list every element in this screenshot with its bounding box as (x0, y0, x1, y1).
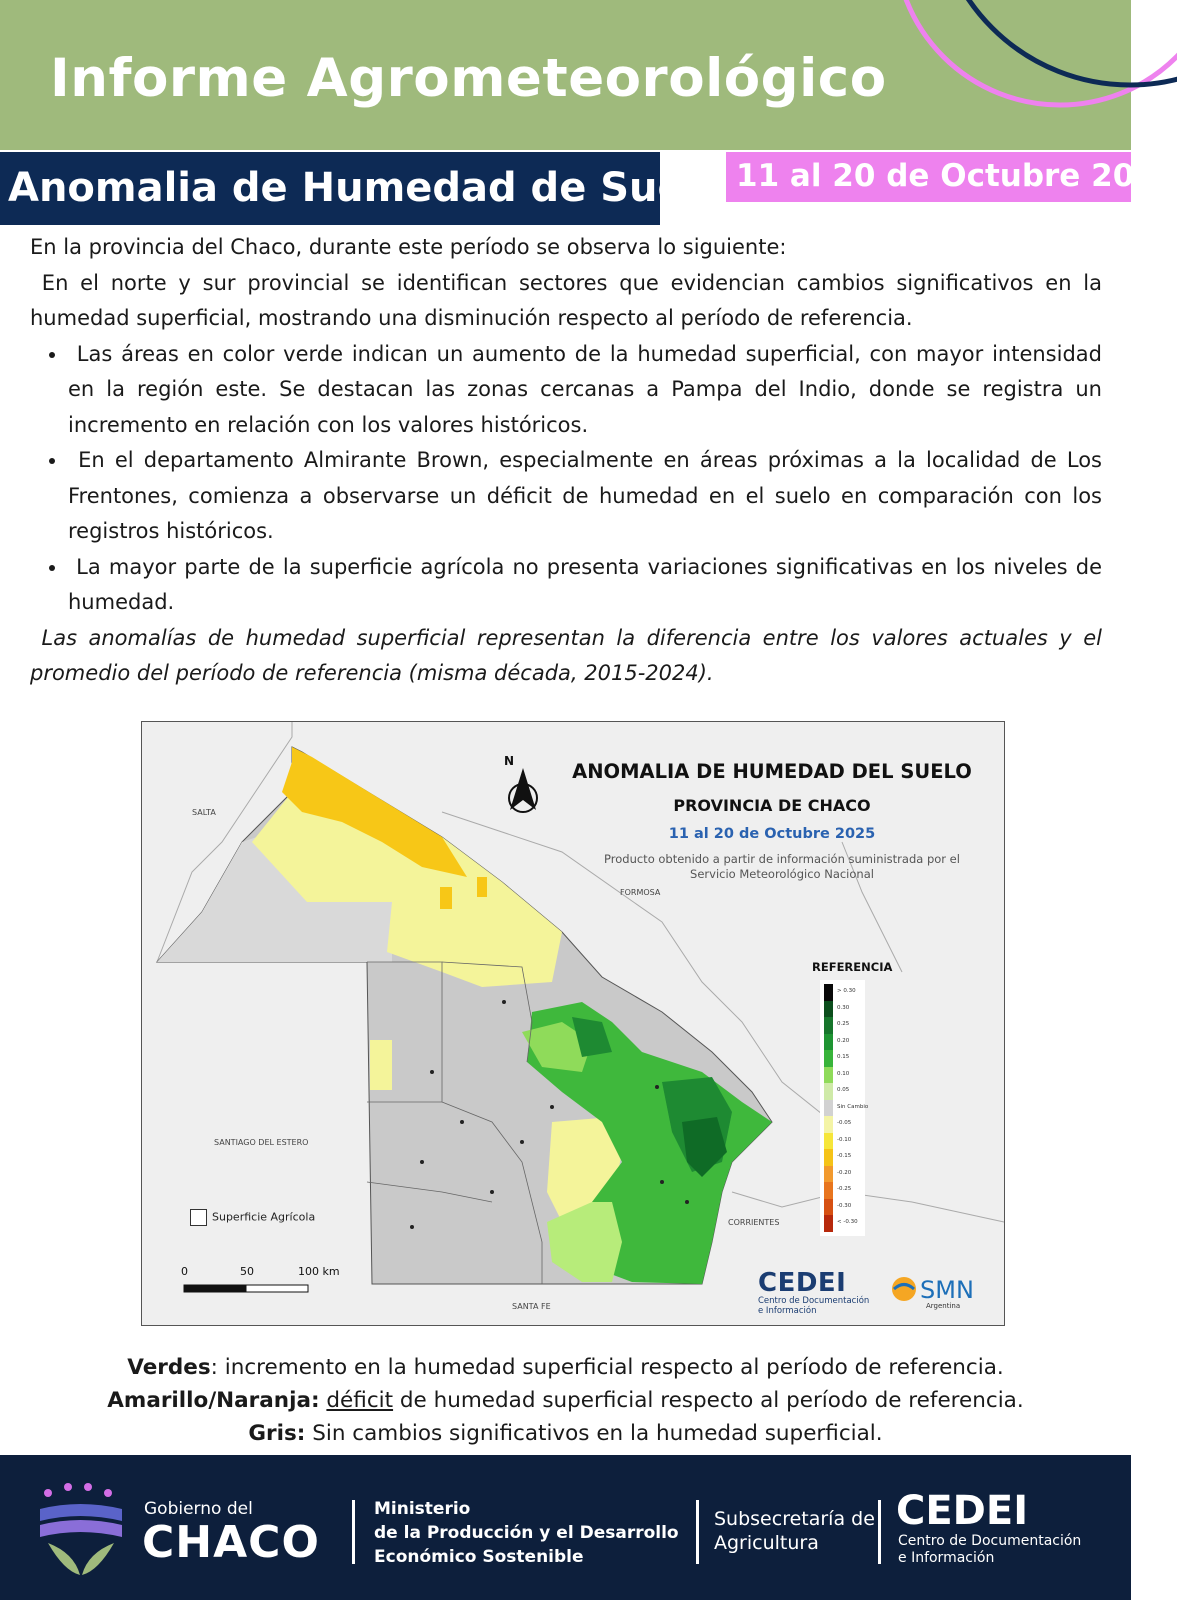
section-title: Anomalia de Humedad de Suelo (8, 165, 726, 211)
subsecretaria (714, 1507, 875, 1555)
locality-dot (655, 1085, 659, 1089)
legend-label: 0.25 (837, 1021, 850, 1027)
caption-gray-text: Sin cambios significativos en la humedad superficial. (305, 1421, 883, 1446)
legend-swatch (824, 1199, 833, 1216)
bullet-text: Las áreas en color verde indican un aumento de la humedad superficial, con mayor intensidad en la región este. Se destacan las zonas cercanas a Pampa del Indio, donde se registra un incremento en relación con los valores históricos. (68, 341, 1102, 437)
legend-swatch (824, 1017, 833, 1034)
legend-swatch (824, 1149, 833, 1166)
footer-separator (696, 1500, 699, 1564)
legend-label: -0.20 (837, 1169, 852, 1176)
caption-yellow-text: de humedad superficial respecto al período de referencia. (393, 1388, 1024, 1413)
footer-cedei-line: Centro de Documentación (898, 1533, 1082, 1549)
locality-dot (502, 1000, 506, 1004)
footer-cedei-sub (898, 1533, 1081, 1567)
date-badge (726, 152, 1177, 202)
legend-label: -0.25 (837, 1186, 852, 1192)
locality-dot (660, 1180, 664, 1184)
caption-yellow-label: Amarillo/Naranja: (107, 1388, 320, 1413)
caption-gray (0, 1417, 1131, 1450)
deficit-patch-west (370, 1040, 392, 1090)
neighbor-label: SANTA FE (512, 1302, 551, 1311)
agricultural-surface-swatch (190, 1209, 207, 1226)
bullet-text: En el departamento Almirante Brown, especialmente en áreas próximas a la localidad de Los Frentones, comienza a observarse un déficit de humedad en el suelo en comparación con los registros históricos. (68, 448, 1102, 543)
smn-logo-text: SMN (920, 1276, 974, 1304)
locality-dot (430, 1070, 434, 1074)
legend-label: 0.30 (837, 1004, 850, 1011)
section-title-bar (0, 152, 726, 225)
ministry-name (374, 1497, 679, 1569)
intro-paragraph (30, 266, 1102, 337)
map-date: 11 al 20 de Octubre 2025 (668, 826, 876, 842)
legend-label: -0.05 (837, 1120, 852, 1126)
legend-swatch (824, 1083, 833, 1100)
gob-big: CHACO (142, 1517, 320, 1568)
north-arrow-icon (509, 768, 537, 812)
bullet-list (30, 337, 1102, 621)
scale-label: 0 (181, 1265, 188, 1278)
legend-swatch (824, 1001, 833, 1018)
bullet-item (68, 550, 1102, 621)
legend-swatch (824, 984, 833, 1001)
cedei-map-logo (758, 1270, 876, 1316)
map-title: ANOMALIA DE HUMEDAD DEL SUELO (572, 760, 972, 783)
bullet-text: La mayor parte de la superficie agrícola no presenta variaciones significativas en los niveles de humedad. (68, 554, 1102, 614)
legend-swatch (824, 1050, 833, 1067)
deficit-patch (440, 887, 452, 909)
cedei-logo-text: CEDEI (758, 1268, 847, 1298)
caption-gray-label: Gris: (248, 1421, 306, 1446)
legend-label: 0.05 (837, 1087, 850, 1093)
legend-swatch (824, 1215, 833, 1232)
scale-label: 100 km (298, 1265, 340, 1278)
legend-label: 0.15 (837, 1054, 850, 1060)
pink-arc (895, 0, 1177, 105)
subsecretaria-line: Subsecretaría de (714, 1508, 875, 1530)
map-caption (0, 1351, 1131, 1450)
map-source-note: Producto obtenido a partir de información suministrada por el Servicio Meteorológico Nacional (604, 852, 960, 881)
bullet-item (68, 337, 1102, 444)
anomaly-map (141, 721, 1005, 1326)
neighbor-label: FORMOSA (620, 888, 661, 897)
legend-swatch (824, 1067, 833, 1084)
report-body (30, 230, 1102, 692)
date-text: 11 al 20 de Octubre 2025 (736, 158, 1177, 194)
caption-yellow (0, 1384, 1131, 1417)
legend-label: -0.15 (837, 1153, 852, 1159)
ministry-line: Económico Sostenible (374, 1547, 584, 1567)
subsecretaria-line: Agricultura (714, 1532, 819, 1554)
ministry-line: Ministerio (374, 1499, 471, 1519)
legend-label: < -0.30 (837, 1219, 858, 1225)
map-subtitle: PROVINCIA DE CHACO (673, 796, 871, 815)
legend-label: 0.20 (837, 1037, 850, 1044)
footer-separator (878, 1500, 881, 1564)
legend-swatch (824, 1034, 833, 1051)
legend-swatch (824, 1182, 833, 1199)
locality-dot (685, 1200, 689, 1204)
scale-bar (184, 1285, 308, 1292)
scale-label: 50 (240, 1265, 254, 1278)
smn-logo-sub: Argentina (926, 1302, 961, 1310)
caption-green-label: Verdes (127, 1355, 211, 1380)
legend-label: -0.30 (837, 1202, 852, 1209)
agri-label: Superficie Agrícola (212, 1210, 316, 1224)
caption-yellow-word: déficit (326, 1388, 394, 1413)
methodology-note (30, 621, 1102, 692)
locality-dot (460, 1120, 464, 1124)
legend-label: > 0.30 (837, 988, 856, 994)
paragraph-text: En el norte y sur provincial se identifican sectores que evidencian cambios significativos en la humedad superficial, mostrando una disminución respecto al período de referencia. (30, 270, 1102, 330)
gob-small: Gobierno del (144, 1499, 253, 1519)
neighbor-label: CORRIENTES (728, 1218, 780, 1227)
note-text: Las anomalías de humedad superficial representan la diferencia entre los valores actuales y el promedio del período de referencia (misma década, 2015-2024). (30, 625, 1102, 685)
legend-label: -0.10 (837, 1136, 852, 1143)
legend (820, 980, 869, 1236)
intro-text: En la provincia del Chaco, durante este período se observa lo siguiente: (30, 235, 787, 259)
footer-cedei: CEDEI (896, 1488, 1029, 1534)
smn-sun-icon (892, 1277, 916, 1301)
north-label: N (504, 754, 515, 768)
locality-dot (410, 1225, 414, 1229)
locality-dot (550, 1105, 554, 1109)
footer-separator (352, 1500, 355, 1564)
legend-label: Sin Cambio (837, 1103, 869, 1110)
legend-swatch (824, 1116, 833, 1133)
bullet-item (68, 443, 1102, 550)
header-banner (0, 0, 1131, 150)
legend-label: 0.10 (837, 1070, 850, 1077)
legend-swatch (824, 1133, 833, 1150)
caption-green-text: : incremento en la humedad superficial respecto al período de referencia. (210, 1355, 1004, 1380)
locality-dot (490, 1190, 494, 1194)
legend-title: REFERENCIA (812, 960, 893, 974)
footer-cedei-line: e Información (898, 1550, 995, 1566)
legend-swatch (824, 1166, 833, 1183)
footer (0, 1455, 1131, 1600)
deficit-patch (477, 877, 487, 897)
navy-arc (935, 0, 1177, 85)
chaco-logo-icon (34, 1479, 130, 1579)
agricultural-surface-legend (190, 1209, 315, 1226)
locality-dot (420, 1160, 424, 1164)
report-title: Informe Agrometeorológico (50, 48, 887, 109)
neighbor-label: SANTIAGO DEL ESTERO (214, 1138, 309, 1147)
caption-green (0, 1351, 1131, 1384)
legend-swatch (824, 1100, 833, 1117)
ministry-line: de la Producción y el Desarrollo (374, 1523, 679, 1543)
locality-dot (520, 1140, 524, 1144)
cedei-logo-sub: Centro de Documentación e Información (758, 1296, 870, 1316)
neighbor-label: SALTA (192, 808, 216, 817)
